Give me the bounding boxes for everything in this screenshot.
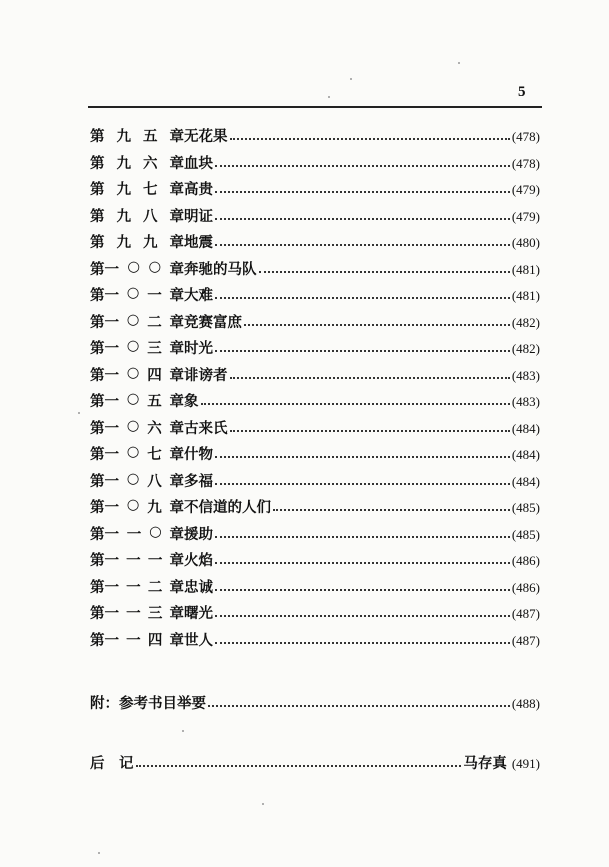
chapter-number-part: 一 [147, 552, 163, 569]
chapter-number-part: 第一 [90, 499, 119, 516]
chapter-number-part: 二 [147, 313, 162, 331]
chapter-number-part: ○ [148, 257, 162, 275]
chapter-number [90, 311, 184, 332]
paper-speck [458, 62, 460, 64]
leader-dots [215, 206, 510, 220]
leader-dots [215, 444, 510, 458]
chapter-title: 高贵 [184, 181, 213, 198]
leader-dots [215, 630, 510, 644]
chapter-number-part: 第一 [90, 393, 119, 410]
chapter-number-part: ○ [126, 443, 140, 460]
chapter-number-part: 八 [143, 207, 158, 225]
chapter-page: (482) [511, 341, 540, 356]
chapter-number-part: 四 [147, 631, 163, 649]
chapter-number-part: 第 [90, 207, 105, 225]
chapter-title: 诽谤者 [184, 366, 228, 384]
chapter-number [90, 231, 184, 252]
chapter-number-part: 第一 [90, 260, 119, 278]
leader-dots [215, 179, 510, 193]
chapter-number-part: 章 [169, 181, 184, 198]
chapter-title: 象 [184, 393, 199, 410]
chapter-title: 火焰 [184, 552, 213, 569]
leader-dots [230, 365, 510, 379]
chapter-number-part: 第一 [90, 631, 119, 649]
toc-entry[interactable] [90, 178, 540, 198]
chapter-number-part: ○ [126, 496, 140, 513]
chapter-page: (482) [511, 314, 540, 330]
chapter-number-part: 第 [90, 181, 105, 198]
chapter-number-part: 章 [169, 234, 184, 251]
toc-entry[interactable] [90, 549, 540, 569]
chapter-number-part: 七 [147, 446, 162, 463]
chapter-title: 古来氏 [184, 419, 228, 437]
chapter-title: 大难 [184, 287, 213, 304]
chapter-number-part: 第一 [90, 366, 119, 384]
chapter-number [90, 549, 184, 570]
toc-entry[interactable] [90, 470, 540, 490]
appendix-page: (488) [511, 696, 540, 711]
chapter-number [90, 390, 184, 411]
toc-entry[interactable] [90, 390, 540, 410]
chapter-number-part: 第一 [90, 605, 119, 622]
chapter-page: (486) [511, 553, 540, 568]
paper-speck [328, 96, 330, 98]
leader-dots [215, 524, 510, 538]
afterword-author: 马存真 [463, 755, 507, 772]
chapter-page: (487) [511, 606, 540, 621]
chapter-number-part: ○ [127, 257, 141, 275]
leader-dots [208, 693, 510, 707]
chapter-number [90, 125, 184, 146]
chapter-number [90, 602, 184, 623]
chapter-page: (479) [511, 182, 540, 197]
chapter-page: (480) [511, 235, 540, 250]
toc-entry[interactable] [90, 231, 540, 251]
chapter-title: 什物 [184, 446, 213, 463]
chapter-number-part: 九 [116, 154, 131, 172]
chapter-title: 竞赛富庶 [184, 313, 242, 331]
afterword-page: (491) [511, 756, 540, 771]
chapter-number-part: 一 [126, 552, 141, 569]
chapter-number-part: 章 [169, 525, 184, 543]
leader-dots [215, 471, 510, 485]
toc-entry[interactable] [90, 284, 540, 304]
chapter-number-part: 章 [169, 154, 184, 172]
chapter-title: 不信道的人们 [184, 499, 271, 516]
chapter-number-part: 第 [90, 154, 105, 172]
appendix-title: 附：参考书目举要 [90, 695, 206, 712]
chapter-number [90, 576, 184, 597]
chapter-number [90, 284, 184, 305]
chapter-number [90, 417, 184, 438]
chapter-number-part: 九 [116, 207, 131, 225]
leader-dots [215, 550, 510, 564]
chapter-number-part: 五 [143, 128, 158, 145]
chapter-number-part: 章 [169, 605, 184, 622]
chapter-number-part: 章 [169, 393, 184, 410]
chapter-page: (479) [511, 208, 540, 224]
chapter-number-part: 章 [169, 366, 184, 384]
chapter-number [90, 258, 184, 279]
chapter-page: (484) [511, 420, 540, 436]
chapter-number-part: 第一 [90, 578, 119, 596]
chapter-number-part: 一 [126, 631, 141, 649]
chapter-number-part: 三 [147, 340, 162, 357]
chapter-number-part: 章 [169, 578, 184, 596]
chapter-number-part: 章 [169, 419, 184, 437]
toc-entry[interactable] [90, 152, 540, 172]
chapter-number-part: 九 [116, 181, 131, 198]
chapter-title: 无花果 [184, 128, 228, 145]
leader-dots [215, 232, 510, 246]
chapter-title: 多福 [184, 472, 213, 490]
paper-speck [78, 412, 80, 414]
chapter-number [90, 443, 184, 464]
chapter-number-part: 九 [143, 234, 158, 251]
chapter-number-part: 章 [169, 287, 184, 304]
toc-appendix-entry[interactable] [90, 692, 540, 712]
chapter-page: (478) [511, 155, 540, 171]
chapter-number-part: ○ [126, 310, 140, 328]
chapter-number-part: 九 [116, 128, 131, 145]
chapter-number-part: 一 [126, 605, 141, 622]
chapter-title: 忠诚 [184, 578, 213, 596]
chapter-page: (481) [511, 288, 540, 303]
chapter-number-part: ○ [126, 416, 140, 434]
toc-entry[interactable] [90, 337, 540, 357]
leader-dots [215, 577, 510, 591]
chapter-page: (483) [511, 394, 540, 409]
chapter-number-part: 章 [169, 446, 184, 463]
leader-dots [201, 391, 510, 405]
leader-dots [215, 285, 510, 299]
toc-entry[interactable] [90, 311, 540, 331]
chapter-number-part: 六 [147, 419, 162, 437]
chapter-number-part: 章 [169, 472, 184, 490]
chapter-number-part: 七 [143, 181, 158, 198]
toc-entry[interactable] [90, 417, 540, 437]
chapter-number-part: 第一 [90, 419, 119, 437]
chapter-number-part: 第 [90, 128, 105, 145]
leader-dots [215, 153, 510, 167]
chapter-number [90, 470, 184, 491]
paper-speck [98, 852, 100, 854]
chapter-number-part: 八 [147, 472, 162, 490]
chapter-page: (487) [511, 632, 540, 648]
chapter-number [90, 629, 184, 650]
chapter-number-part: 章 [169, 340, 184, 357]
chapter-number-part: 第一 [90, 552, 119, 569]
chapter-number [90, 337, 184, 358]
toc-entry[interactable] [90, 125, 540, 145]
chapter-number-part: 一 [147, 287, 162, 304]
chapter-title: 地震 [184, 234, 213, 251]
chapter-number-part: 四 [147, 366, 162, 384]
toc-entry[interactable] [90, 602, 540, 622]
afterword-title: 后 记 [90, 755, 134, 772]
chapter-number [90, 496, 184, 517]
chapter-page: (486) [511, 579, 540, 595]
chapter-number-part: 章 [169, 260, 184, 278]
leader-dots [230, 126, 510, 140]
chapter-title: 世人 [184, 631, 213, 649]
toc-entry[interactable] [90, 258, 540, 278]
chapter-number-part: 第一 [90, 340, 119, 357]
chapter-number-part: 第一 [90, 446, 119, 463]
chapter-number-part: ○ [126, 284, 140, 301]
chapter-title: 明证 [184, 207, 213, 225]
toc-entry[interactable] [90, 576, 540, 596]
toc-entry[interactable] [90, 443, 540, 463]
leader-dots [259, 259, 510, 273]
chapter-number-part: 三 [147, 605, 163, 622]
chapter-number [90, 523, 184, 544]
page-number: 5 [518, 84, 526, 100]
header-rule [88, 106, 542, 108]
chapter-page: (484) [511, 473, 540, 489]
chapter-number-part: 章 [169, 499, 184, 516]
chapter-number-part: ○ [126, 390, 140, 407]
chapter-number-part: 第一 [90, 287, 119, 304]
chapter-number-part: ○ [126, 337, 140, 354]
chapter-number-part: 章 [169, 313, 184, 331]
chapter-number-part: 九 [147, 499, 162, 516]
toc-entry[interactable] [90, 523, 540, 543]
chapter-number-part: 第 [90, 234, 105, 251]
chapter-number-part: 一 [126, 578, 141, 596]
chapter-number-part: 一 [126, 525, 142, 543]
chapter-title: 援助 [184, 525, 213, 543]
chapter-number [90, 364, 184, 385]
paper-speck [182, 730, 184, 732]
chapter-number [90, 205, 184, 226]
chapter-number-part: 第一 [90, 313, 119, 331]
leader-dots [244, 312, 510, 326]
chapter-page: (485) [511, 500, 540, 515]
chapter-number [90, 152, 184, 173]
chapter-page: (481) [511, 261, 540, 277]
chapter-number-part: 章 [169, 631, 184, 649]
leader-dots [136, 753, 462, 767]
chapter-number-part: 章 [169, 207, 184, 225]
chapter-number-part: ○ [126, 363, 140, 381]
leader-dots [230, 418, 510, 432]
leader-dots [215, 603, 510, 617]
paper-speck [350, 78, 352, 80]
chapter-number-part: 章 [169, 128, 184, 145]
chapter-number-part: 九 [116, 234, 131, 251]
chapter-title: 血块 [184, 154, 213, 172]
chapter-number [90, 178, 184, 199]
chapter-number-part: 章 [169, 552, 184, 569]
paper-speck [262, 803, 264, 805]
chapter-number-part: 二 [147, 578, 163, 596]
toc-entry[interactable] [90, 496, 540, 516]
toc-entry[interactable] [90, 629, 540, 649]
chapter-number-part: 第一 [90, 472, 119, 490]
chapter-title: 奔驰的马队 [184, 260, 257, 278]
chapter-title: 时光 [184, 340, 213, 357]
chapter-page: (483) [511, 367, 540, 383]
toc-afterword-entry[interactable] [90, 752, 540, 772]
leader-dots [215, 338, 510, 352]
chapter-page: (484) [511, 447, 540, 462]
chapter-number-part: 第一 [90, 525, 119, 543]
chapter-number-part: 六 [143, 154, 158, 172]
chapter-page: (485) [511, 526, 540, 542]
chapter-page: (478) [511, 129, 540, 144]
chapter-number-part: 五 [147, 393, 162, 410]
chapter-number-part: ○ [149, 522, 162, 540]
chapter-number-part: ○ [126, 469, 140, 487]
toc-entry[interactable] [90, 205, 540, 225]
chapter-title: 曙光 [184, 605, 213, 622]
toc-entry[interactable] [90, 364, 540, 384]
leader-dots [273, 497, 510, 511]
